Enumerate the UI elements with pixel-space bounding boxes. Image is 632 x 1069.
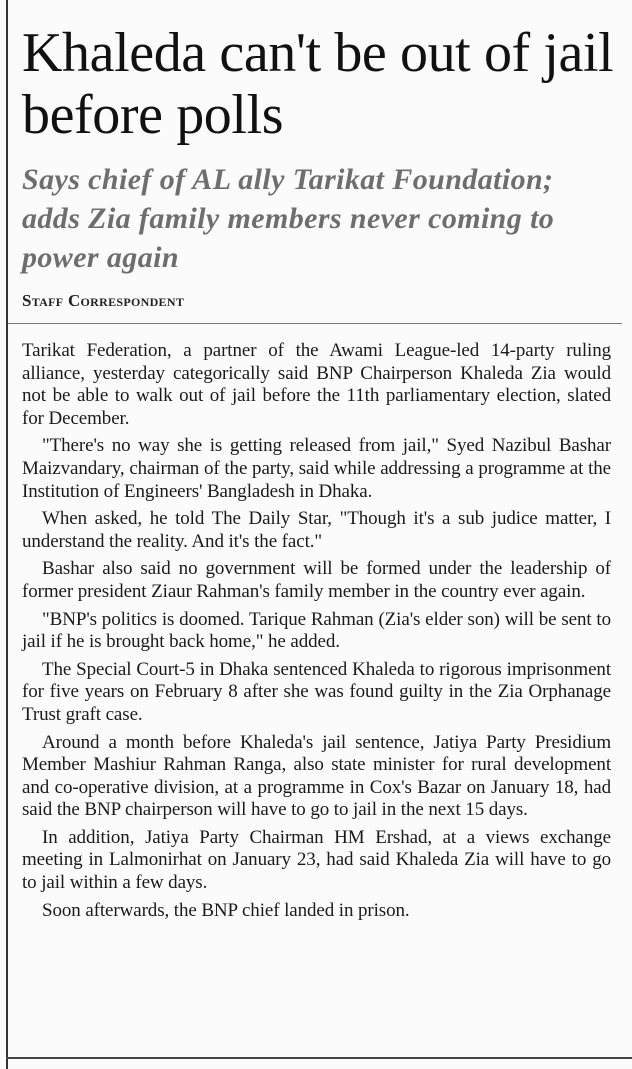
body-paragraph: In addition, Jatiya Party Chairman HM Ershad, at a views exchange meeting in Lalmonirhat on January 23, had said Khaleda Zia will have to go to jail within a few days. xyxy=(22,826,611,894)
headline: Khaleda can't be out of jail before polls xyxy=(22,22,614,146)
body-paragraph: Bashar also said no government will be formed under the leadership of former president Ziaur Rahman's family member in the country ever again. xyxy=(22,558,611,602)
article-body xyxy=(22,340,611,922)
news-article xyxy=(22,22,618,922)
byline-divider xyxy=(8,323,622,324)
body-paragraph: Tarikat Federation, a partner of the Awami League-led 14-party ruling alliance, yesterday categorically said BNP Chairperson Khaleda Zia would not be able to walk out of jail before the 11th parliamentary election, slated for December. xyxy=(22,340,611,429)
body-paragraph: Around a month before Khaleda's jail sentence, Jatiya Party Presidium Member Mashiur Rahman Ranga, also state minister for rural development and co-operative division, at a programme in Cox's Bazar on January 18, had said the BNP chairperson will have to go to jail in the next 15 days. xyxy=(22,731,611,821)
byline: Staff Correspondent xyxy=(22,291,185,310)
body-paragraph: Soon afterwards, the BNP chief landed in prison. xyxy=(42,899,410,921)
body-paragraph: "There's no way she is getting released from jail," Syed Nazibul Bashar Maizvandary, chairman of the party, said while addressing a programme at the Institution of Engineers' Bangladesh in Dhaka. xyxy=(22,435,611,502)
left-column-rule xyxy=(6,0,8,1069)
body-paragraph: The Special Court-5 in Dhaka sentenced Khaleda to rigorous imprisonment for five years on February 8 after she was found guilty in the Zia Orphanage Trust graft case. xyxy=(22,658,611,725)
bottom-rule xyxy=(6,1057,632,1059)
body-paragraph: "BNP's politics is doomed. Tarique Rahman (Zia's elder son) will be sent to jail if he is brought back home," he added. xyxy=(22,608,611,653)
body-paragraph: When asked, he told The Daily Star, "Though it's a sub judice matter, I understand the reality. And it's the fact." xyxy=(22,508,611,552)
subheadline: Says chief of AL ally Tarikat Foundation; adds Zia family members never coming to power again xyxy=(22,163,555,274)
